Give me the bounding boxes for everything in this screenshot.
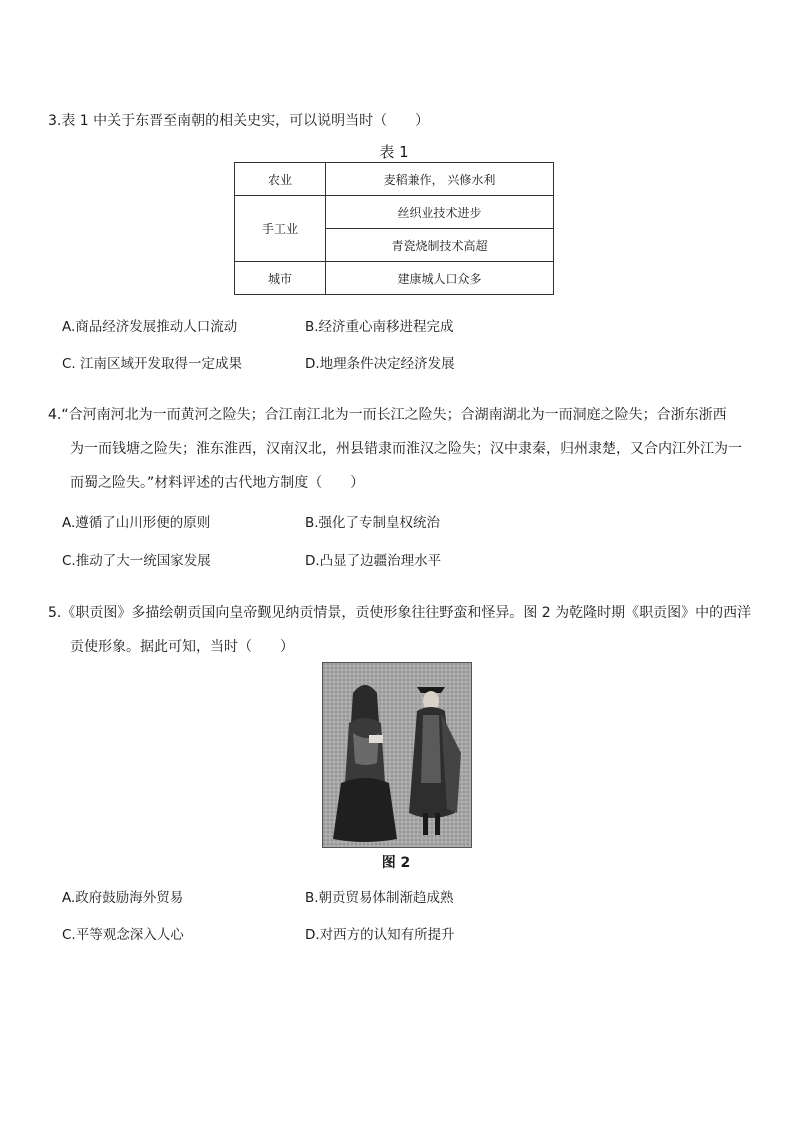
table-1: [234, 162, 554, 295]
table-cell-item: 麦稻兼作， 兴修水利: [326, 163, 554, 196]
q4-option-b: B.强化了专制皇权统治: [305, 515, 441, 531]
question-5-stem: [48, 596, 752, 664]
q5-option-d: D.对西方的认知有所提升: [305, 927, 455, 943]
q3-option-c: C. 江南区域开发取得一定成果: [62, 356, 243, 372]
table-cell-category: 城市: [235, 262, 326, 295]
q4-option-a: A.遵循了山川形便的原则: [62, 515, 211, 531]
q5-option-a: A.政府鼓励海外贸易: [62, 890, 184, 906]
q4-option-d: D.凸显了边疆治理水平: [305, 553, 442, 569]
question-4-stem: [48, 398, 752, 500]
question-3-stem-text: 3.表 1 中关于东晋至南朝的相关史实，可以说明当时（ ）: [48, 113, 430, 129]
q4-option-c: C.推动了大一统国家发展: [62, 553, 211, 569]
table-1-caption: 表 1: [379, 143, 409, 161]
western-envoys-illustration: [323, 663, 471, 847]
question-3-stem: [48, 104, 752, 138]
question-4-line-3: 而蜀之险失。”材料评述的古代地方制度（ ）: [70, 475, 365, 491]
figure-2-image: [322, 662, 472, 848]
q5-option-b: B.朝贡贸易体制渐趋成熟: [305, 890, 454, 906]
q3-option-d: D.地理条件决定经济发展: [305, 356, 455, 372]
table-cell-item: 丝织业技术进步: [326, 196, 554, 229]
table-cell-category: 手工业: [235, 196, 326, 262]
table-cell-item: 青瓷烧制技术高超: [326, 229, 554, 262]
question-5-line-2: 贡使形象。据此可知，当时（ ）: [70, 639, 294, 655]
table-cell-category: 农业: [235, 163, 326, 196]
table-row: [235, 163, 554, 196]
q3-option-b: B.经济重心南移进程完成: [305, 319, 454, 335]
table-cell-item: 建康城人口众多: [326, 262, 554, 295]
question-4-line-1: 4.“合河南河北为一而黄河之险失；合江南江北为一而长江之险失；合湖南湖北为一而洞庭之险失；合浙东浙西: [48, 407, 727, 423]
table-row: [235, 262, 554, 295]
table-row: [235, 196, 554, 229]
question-4-line-2: 为一而钱塘之险失；淮东淮西，汉南汉北，州县错隶而淮汉之险失；汉中隶秦，归州隶楚，又合内江外江为一: [70, 441, 742, 457]
figure-2-caption: 图 2: [381, 855, 411, 871]
q5-option-c: C.平等观念深入人心: [62, 927, 184, 943]
q3-option-a: A.商品经济发展推动人口流动: [62, 319, 238, 335]
question-5-line-1: 5.《职贡图》多描绘朝贡国向皇帝觐见纳贡情景，贡使形象往往野蛮和怪异。图 2 为乾隆时期《职贡图》中的西洋: [48, 605, 752, 621]
